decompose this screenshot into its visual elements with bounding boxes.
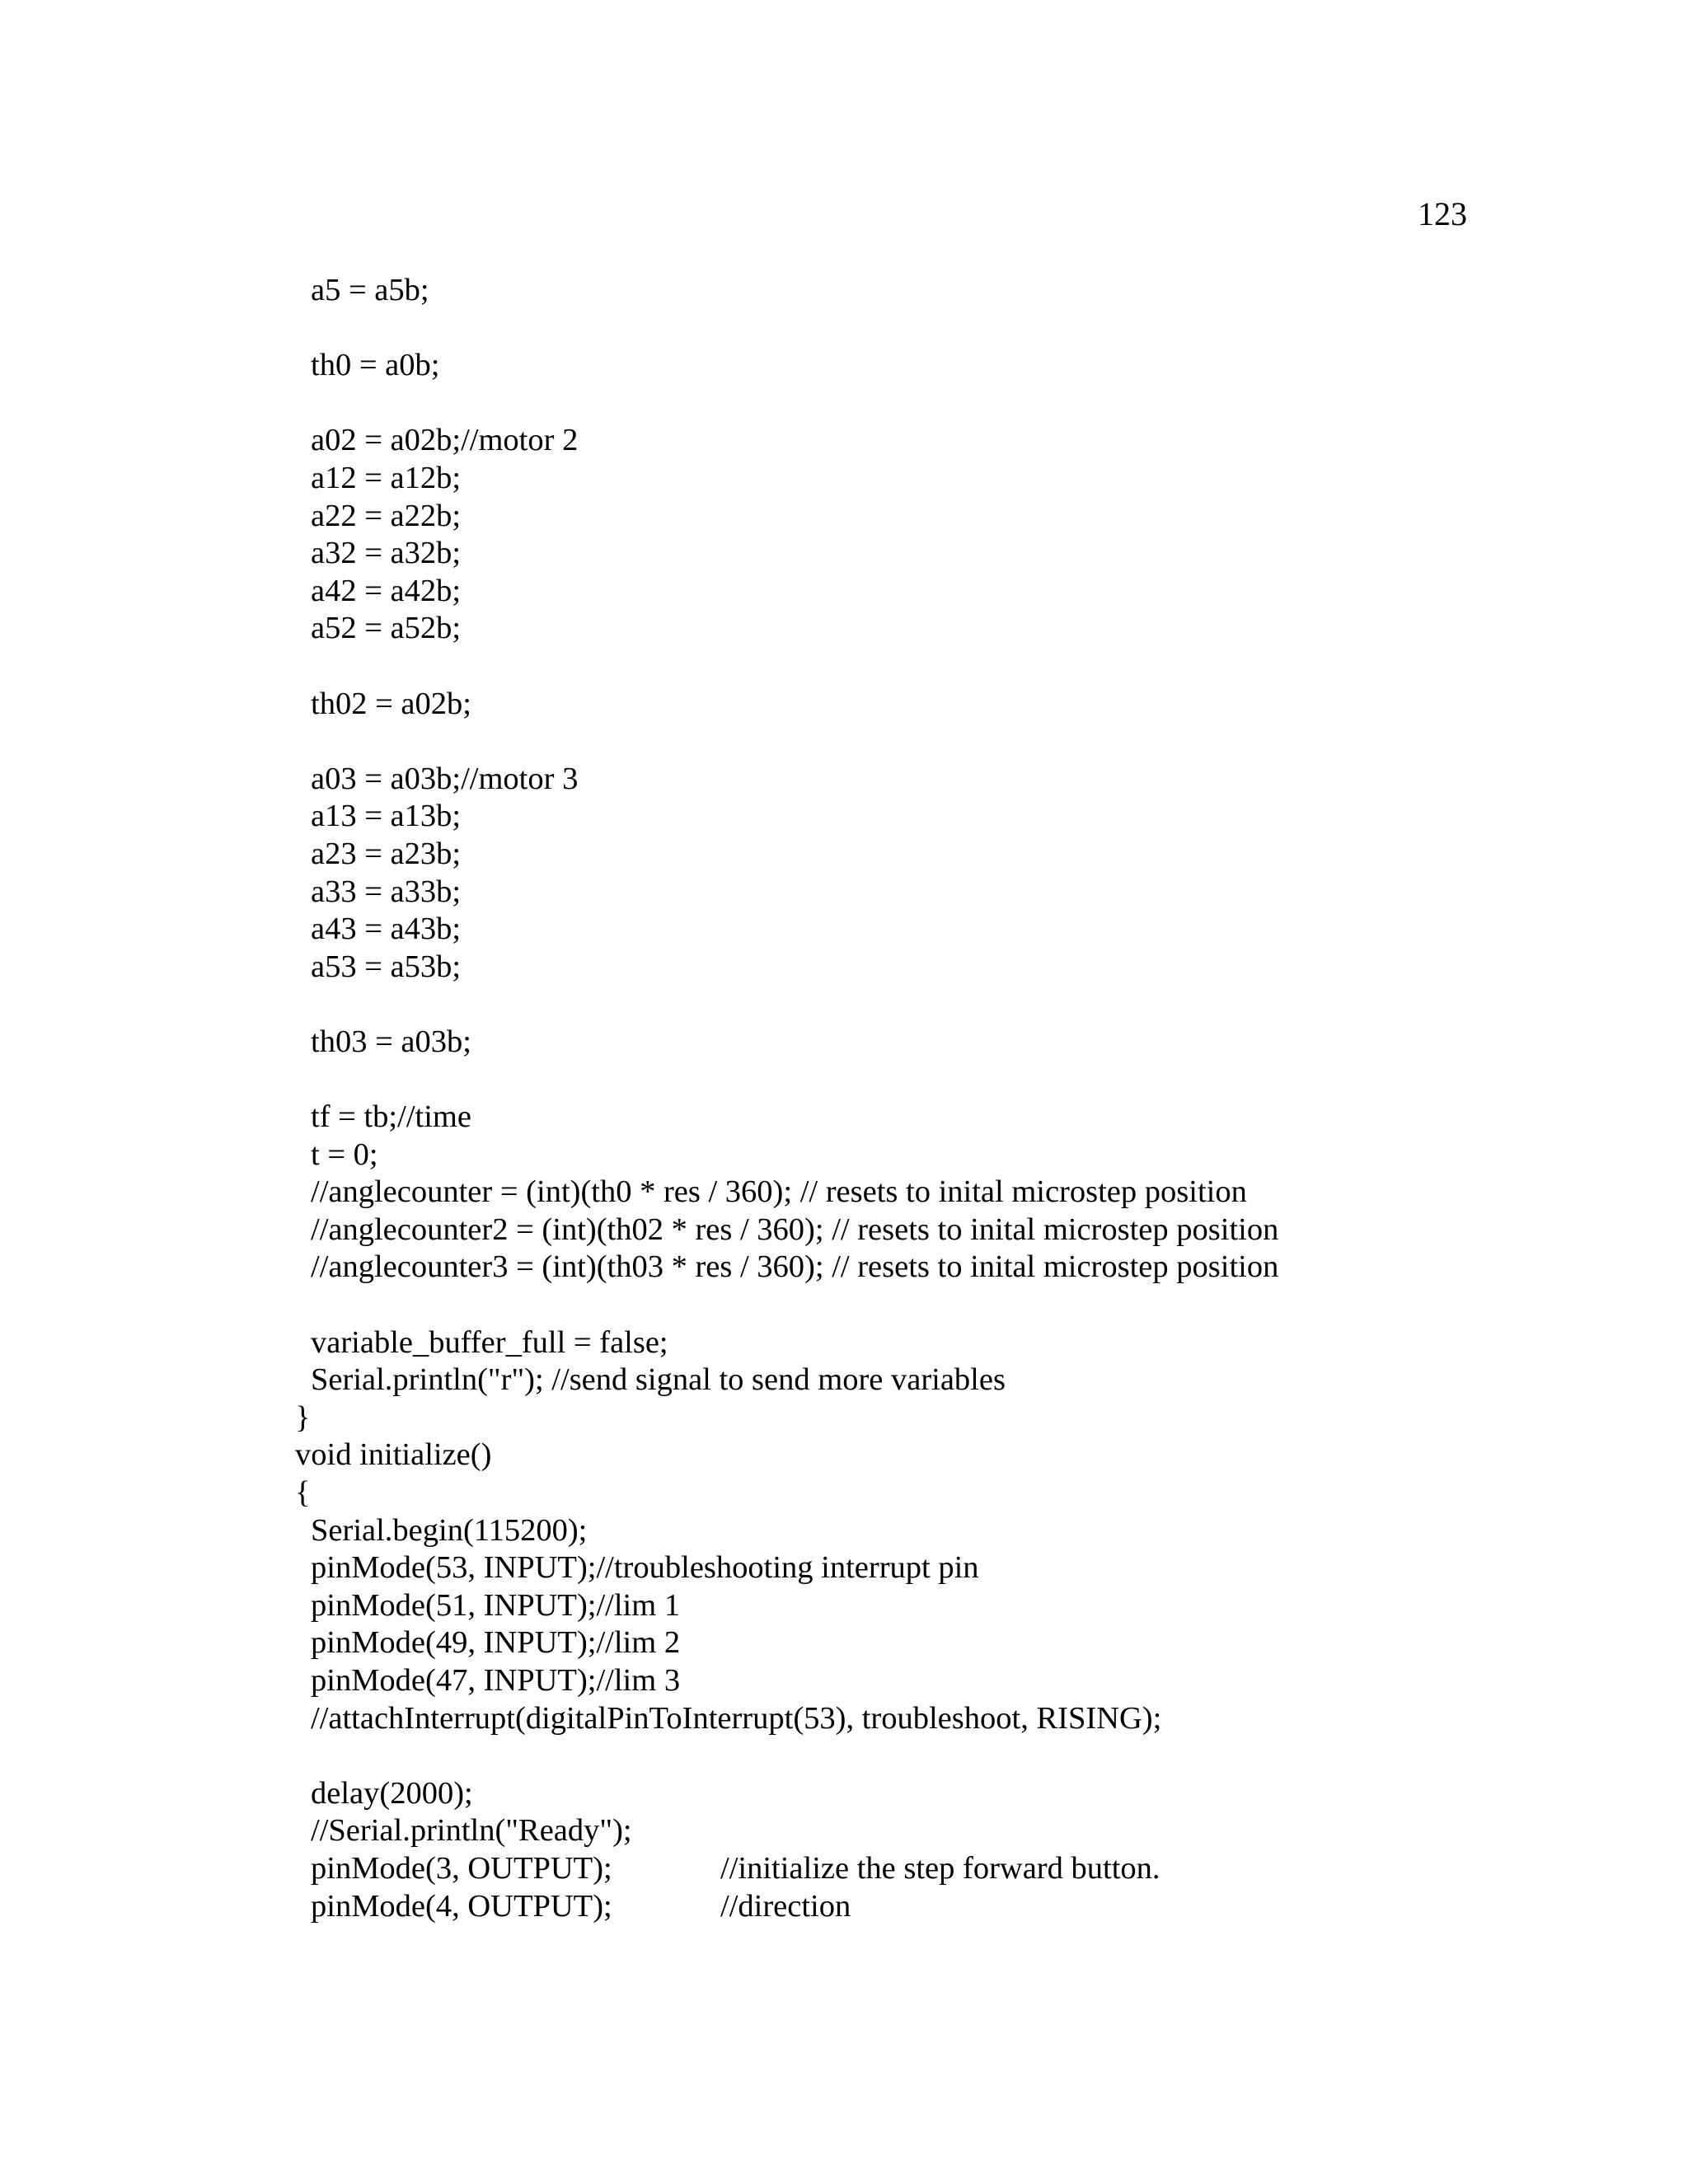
code-line: a12 = a12b; <box>311 460 462 495</box>
code-line: a5 = a5b; <box>311 273 429 307</box>
code-line: a53 = a53b; <box>311 949 462 984</box>
code-line: a32 = a32b; <box>311 536 462 571</box>
code-line: //anglecounter2 = (int)(th02 * res / 360); // resets to inital microstep position <box>311 1212 1279 1247</box>
blank-line <box>295 1737 1531 1775</box>
code-line: a02 = a02b;//motor 2 <box>311 423 579 458</box>
code-line: a03 = a03b;//motor 3 <box>311 761 579 796</box>
code-line: variable_buffer_full = false; <box>311 1324 668 1360</box>
code-line: pinMode(49, INPUT);//lim 2 <box>311 1625 681 1661</box>
code-line: t = 0; <box>311 1137 378 1172</box>
code-line: } <box>295 1399 311 1435</box>
code-line: pinMode(51, INPUT);//lim 1 <box>311 1587 681 1623</box>
code-line: tf = tb;//time <box>311 1099 471 1135</box>
code-line: a52 = a52b; <box>311 611 462 646</box>
code-line: Serial.println("r"); //send signal to send more variables <box>311 1362 1006 1398</box>
blank-line <box>295 310 1531 348</box>
blank-line <box>295 1286 1531 1324</box>
code-line: a23 = a23b; <box>311 836 462 871</box>
page-number: 123 <box>1418 195 1467 232</box>
code-line: //anglecounter3 = (int)(th03 * res / 360); // resets to inital microstep position <box>311 1249 1279 1285</box>
code-line: //attachInterrupt(digitalPinToInterrupt(53), troubleshoot, RISING); <box>311 1700 1162 1736</box>
blank-line <box>295 385 1531 423</box>
code-line-with-comment <box>295 1850 1531 1888</box>
code-line: a33 = a33b; <box>311 874 462 909</box>
code-line: th02 = a02b; <box>311 686 471 721</box>
code-statement: pinMode(3, OUTPUT); <box>311 1850 612 1886</box>
code-line: void initialize() <box>295 1437 492 1473</box>
code-line: a22 = a22b; <box>311 498 462 533</box>
code-line: th03 = a03b; <box>311 1024 471 1059</box>
code-line: a42 = a42b; <box>311 573 462 608</box>
code-line: Serial.begin(115200); <box>311 1512 588 1548</box>
code-line: a13 = a13b; <box>311 799 462 834</box>
code-statement: pinMode(4, OUTPUT); <box>311 1888 612 1924</box>
code-line: { <box>295 1475 311 1510</box>
code-line-with-comment <box>295 1888 1531 1926</box>
blank-line <box>295 723 1531 761</box>
code-line: //Serial.println("Ready"); <box>311 1813 632 1849</box>
code-line: pinMode(53, INPUT);//troubleshooting interrupt pin <box>311 1550 979 1586</box>
code-comment: //initialize the step forward button. <box>720 1850 1160 1886</box>
code-line: pinMode(47, INPUT);//lim 3 <box>311 1662 681 1698</box>
code-line: a43 = a43b; <box>311 912 462 947</box>
code-line: delay(2000); <box>311 1775 473 1811</box>
code-comment: //direction <box>720 1888 851 1924</box>
blank-line <box>295 1061 1531 1099</box>
code-line: th0 = a0b; <box>311 348 440 383</box>
code-listing <box>295 272 1531 1925</box>
code-line: //anglecounter = (int)(th0 * res / 360); // resets to inital microstep position <box>311 1174 1247 1210</box>
blank-line <box>295 648 1531 686</box>
blank-line <box>295 986 1531 1024</box>
